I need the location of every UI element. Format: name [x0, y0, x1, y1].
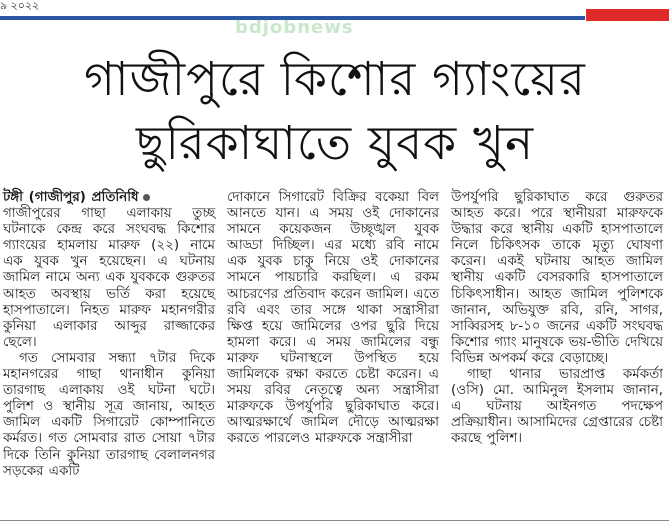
date-fragment: ৯ ২০২২ — [0, 0, 40, 12]
column-1 — [3, 190, 215, 510]
paragraph: গাছা থানার ভারপ্রাপ্ত কর্মকর্তা (ওসি) মো. আমিনুল ইসলাম জানান, এ ঘটনায় আইনগত পদক্ষেপ প্রক্রিয়াধীন। আসামিদের গ্রেপ্তারের চেষ্টা করছে পুলিশ। — [451, 367, 663, 447]
bullet-icon — [143, 194, 150, 201]
red-rule — [586, 9, 669, 21]
paragraph: গত সোমবার সন্ধ্যা ৭টার দিকে মহানগরের গাছা থানাধীন কুনিয়া তারগাছ এলাকায় ওই ঘটনা ঘটে। পুলিশ ও স্থানীয় সূত্র জানায়, আহত জামিল একটি সিগারেট কোম্পানিতে কর্মরত। গত সোমবার রাত সোয়া ৭টার দিকে তিনি কুনিয়া তারগাছ বেলালনগর সড়কের একটি — [3, 350, 215, 479]
paragraph: উপর্যুপরি ছুরিকাঘাত করে গুরুতর আহত করে। পরে স্থানীয়রা মারুফকে উদ্ধার করে স্থানীয় একটি হাসপাতালে নিলে চিকিৎসক তাকে মৃত্যু ঘোষণা করেন। একই ঘটনায় আহত জামিল স্থানীয় একটি বেসরকারি হাসপাতালে চিকিৎসাধীন। আহত জামিল পুলিশকে জানান, অভিযুক্ত রবি, রনি, সাগর, সাব্বিরসহ ৮-১০ জনের একটি সংঘবদ্ধ কিশোর গ্যাং মানুষকে ভয়-ভীতি দেখিয়ে বিভিন্ন অপকর্ম করে বেড়াচ্ছে। — [451, 190, 663, 366]
article-body — [3, 190, 663, 510]
headline-line-2: ছুরিকাঘাতে যুবক খুন — [135, 116, 535, 171]
bottom-rule — [0, 520, 669, 521]
paragraph: দোকানে সিগারেট বিক্রির বকেয়া বিল আনতে যান। এ সময় ওই দোকানের সামনে কয়েকজন উচ্ছৃঙ্খল যুবক আড্ডা দিচ্ছিল। এর মধ্যে রবি নামে এক যুবক চাকু নিয়ে ওই দোকানের সামনে পায়চারি করছিল। এ রকম আচরণের প্রতিবাদ করেন জামিল। এতে রবি এবং তার সঙ্গে থাকা সন্ত্রাসীরা ক্ষিপ্ত হয়ে জামিলের ওপর ছুরি দিয়ে হামলা করে। এ সময় জামিলের বন্ধু মারুফ ঘটনাস্থলে উপস্থিত হয়ে জামিলকে রক্ষা করতে চেষ্টা করেন। এ সময় রবির নেতৃত্বে অন্য সন্ত্রাসীরা মারুফকে উপর্যুপরি ছুরিকাঘাত করে। আত্মরক্ষার্থে জামিল দৌড়ে আত্মরক্ষা করতে পারলেও মারুফকে সন্ত্রাসীরা — [227, 190, 439, 447]
headline-line-1: গাজীপুরে কিশোর গ্যাংয়ের — [84, 52, 586, 107]
column-2 — [227, 190, 439, 510]
column-3 — [451, 190, 663, 510]
byline-row — [3, 190, 215, 206]
paragraph: গাজীপুরের গাছা এলাকায় তুচ্ছ ঘটনাকে কেন্দ্র করে সংঘবদ্ধ কিশোর গ্যাংয়ের হামলায় মারুফ (২২) নামে এক যুবক খুন হয়েছেন। এ ঘটনায় জামিল নামে অন্য এক যুবককে গুরুতর আহত অবস্থায় ভর্তি করা হয়েছে হাসপাতালে। নিহত মারুফ মহানগরীর কুনিয়া এলাকার আব্দুর রাজ্জাকের ছেলে। — [3, 206, 215, 350]
byline: টঙ্গী (গাজীপুর) প্রতিনিধি — [3, 190, 139, 205]
watermark: bdjobnews — [235, 17, 354, 38]
headline — [20, 48, 650, 176]
